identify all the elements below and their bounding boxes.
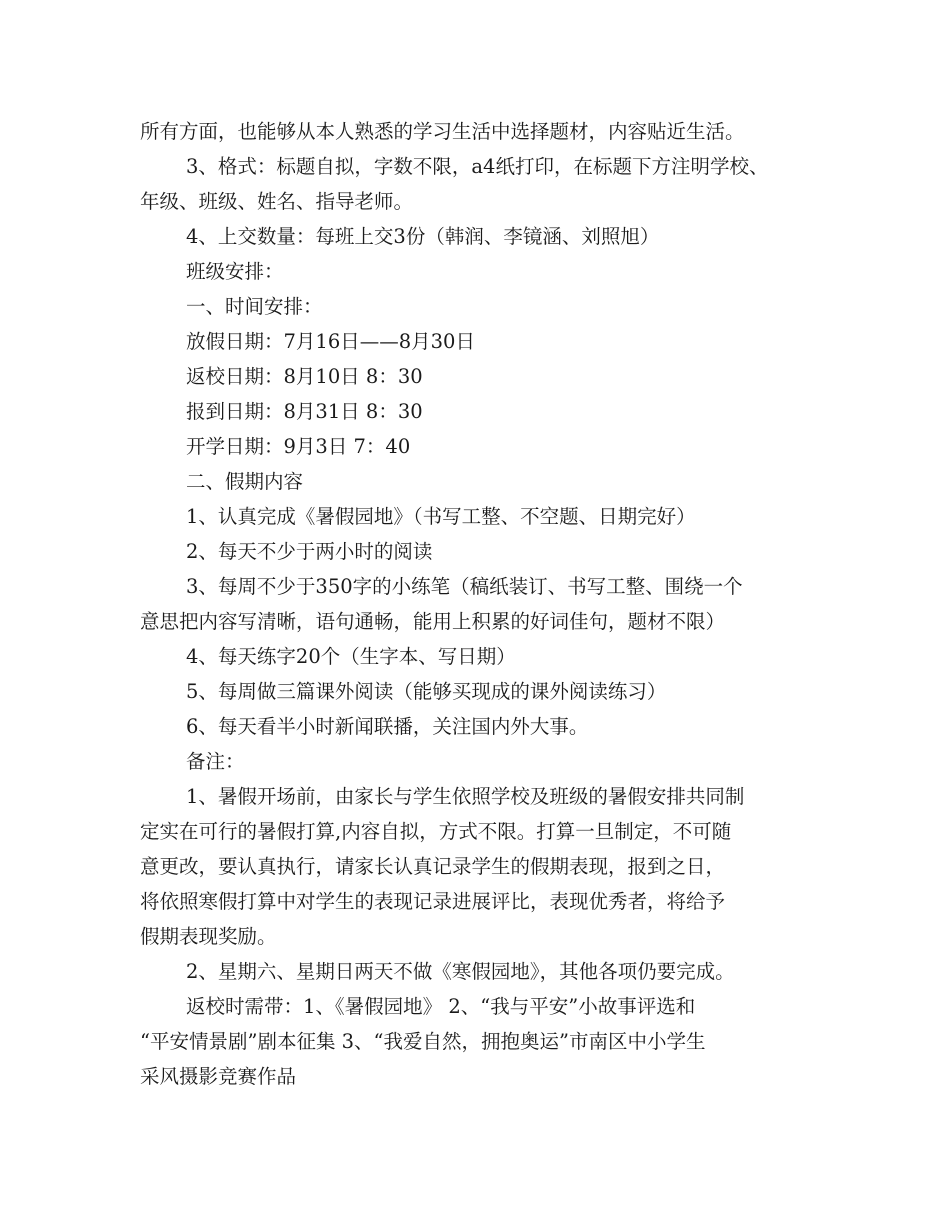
section-heading: 一、时间安排： xyxy=(186,295,323,318)
text-line: 2、每天不少于两小时的阅读 xyxy=(186,540,433,563)
text-line: 意更改，要认真执行，请家长认真记录学生的假期表现，报到之日， xyxy=(140,855,726,878)
text-line: 意思把内容写清晰，语句通畅，能用上积累的好词佳句，题材不限） xyxy=(140,610,726,633)
section-heading: 班级安排： xyxy=(186,260,284,283)
text-line: 采风摄影竞赛作品 xyxy=(140,1065,297,1088)
text-line: 3、格式：标题自拟，字数不限，a4纸打印，在标题下方注明学校、 xyxy=(186,155,769,178)
text-line: 4、每天练字20个（生字本、写日期） xyxy=(186,645,516,668)
text-line: 报到日期：8月31日 8：30 xyxy=(186,400,423,423)
text-line: 6、每天看半小时新闻联播，关注国内外大事。 xyxy=(186,715,589,738)
text-line: 返校时需带：1、《暑假园地》 2、“我与平安”小故事评选和 xyxy=(186,995,696,1018)
text-line: 5、每周做三篇课外阅读（能够买现成的课外阅读练习） xyxy=(186,680,667,703)
text-line: 假期表现奖励。 xyxy=(140,925,277,948)
text-line: “平安情景剧”剧本征集 3、“我爱自然，拥抱奥运”市南区中小学生 xyxy=(140,1030,706,1053)
text-line: 年级、班级、姓名、指导老师。 xyxy=(140,190,414,213)
text-line: 2、星期六、星期日两天不做《寒假园地》，其他各项仍要完成。 xyxy=(186,960,735,983)
document-body xyxy=(140,114,840,1094)
text-line: 放假日期：7月16日——8月30日 xyxy=(186,330,475,353)
text-line: 返校日期：8月10日 8：30 xyxy=(186,365,423,388)
section-heading: 二、假期内容 xyxy=(186,470,304,493)
text-line: 将依照寒假打算中对学生的表现记录进展评比，表现优秀者，将给予 xyxy=(140,890,726,913)
text-line: 定实在可行的暑假打算,内容自拟，方式不限。打算一旦制定，不可随 xyxy=(140,820,732,843)
text-line: 1、认真完成《暑假园地》（书写工整、不空题、日期完好） xyxy=(186,505,696,528)
text-line: 1、暑假开场前，由家长与学生依照学校及班级的暑假安排共同制 xyxy=(186,785,745,808)
section-heading: 备注： xyxy=(186,750,245,773)
text-line: 所有方面，也能够从本人熟悉的学习生活中选择题材，内容贴近生活。 xyxy=(140,120,745,143)
text-line: 开学日期：9月3日 7：40 xyxy=(186,435,411,458)
text-line: 3、每周不少于350字的小练笔（稿纸装订、书写工整、围绕一个 xyxy=(186,575,743,598)
text-line: 4、上交数量：每班上交3份（韩润、李镜涵、刘照旭） xyxy=(186,225,660,248)
